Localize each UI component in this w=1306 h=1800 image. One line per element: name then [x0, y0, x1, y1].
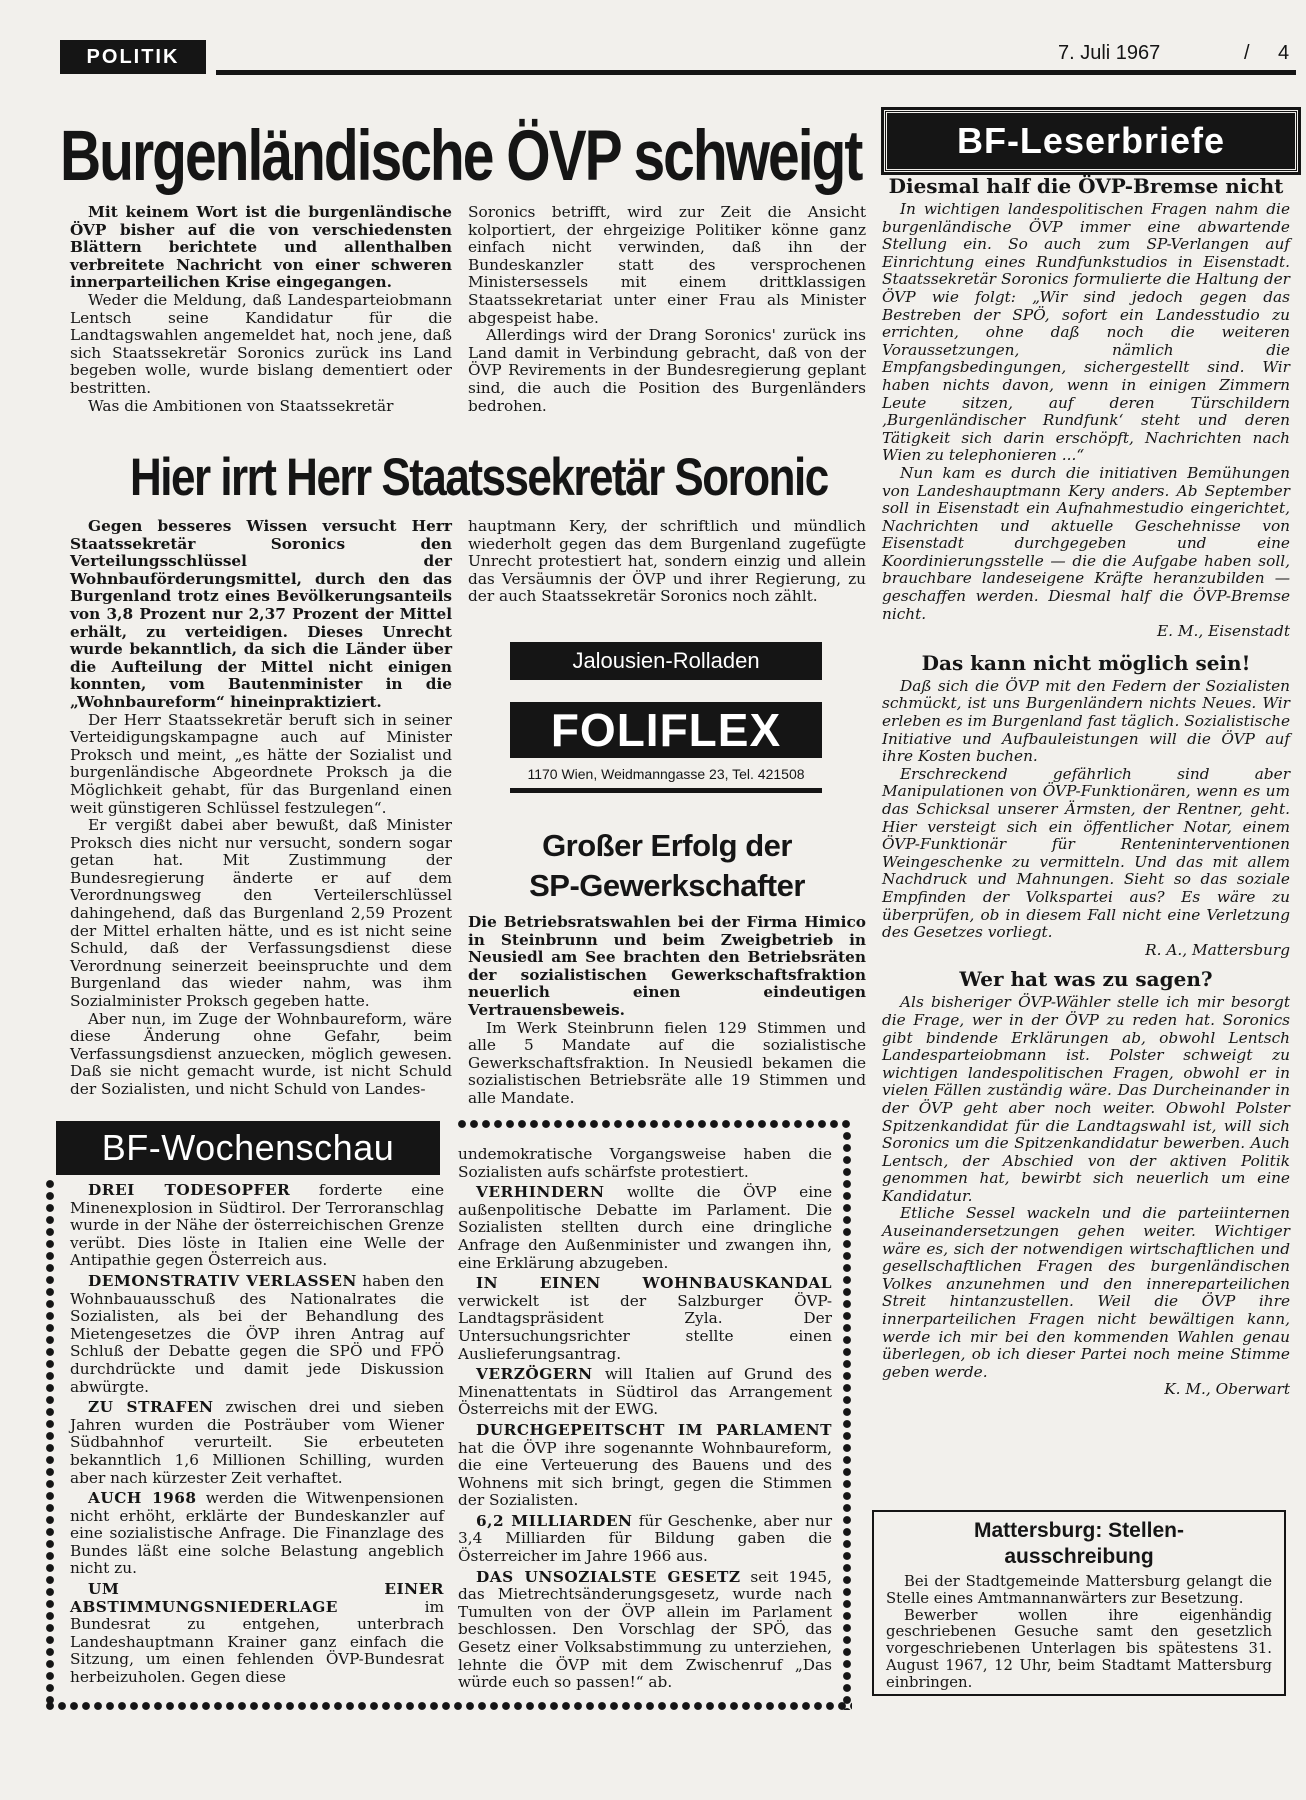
header-rule: [216, 70, 1296, 75]
letter-3-paragraph-1: Als bisheriger ÖVP-Wähler stelle ich mir besorgt die Frage, wer in der ÖVP zu reden hat. Soronics gibt bindende Erklärungen ab, obwohl Lentsch Landesparteiobmann ist. Polster schweigt zu wichtigen landespolitischen Fragen, obwohl er in vielen Fällen zuständig wäre. Das Durcheinander in der ÖVP geht aber noch weiter. Obwohl Polster Spitzenkandidat für die Landtagswahl ist, will sich Soronics um die Spitzenkandidatur bewerben. Auch Lentsch, der Abschied von der aktiven Politik genommen hat, bewirbt sich neuerlich um eine Kandidatur.: [882, 993, 1290, 1205]
letter-3-signature: K. M., Oberwart: [1164, 1380, 1290, 1399]
wochen-item: IN EINEN WOHNBAUSKANDAL verwickelt ist der Salzburger ÖVP-Landtagspräsident Zyla. Der Untersuchungsrichter stellte einen Auslieferungsantrag.: [458, 1274, 832, 1363]
letter-2-signature: R. A., Mattersburg: [1145, 940, 1290, 959]
main-paragraph-3: Allerdings wird der Drang Soronics' zurück ins Land damit in Verbindung gebracht, daß von der ÖVP Revirements in der Bundesregierung geplant sind, die auch die Position des Burgenländers bedrohen.: [468, 326, 866, 415]
sp-lead: Die Betriebsratswahlen bei der Firma Himico in Steinbrunn und beim Zweigbetrieb in Neusiedl am See brachten den Betriebsräten der sozialistischen Gewerkschaftsfraktion neuerlich einen eindeutigen Vertrauensbeweis.: [468, 913, 866, 1019]
letter-3-paragraph-2: Etliche Sessel wackeln und die parteiinternen Auseinandersetzungen gehen weiter. Wichtiger wäre es, sich der notwendigen wirtschaftlichen und gesellschaftlichen Fragen des burgenländischen Volkes anzunehmen und den innereparteilichen Streit hintanzustellen. Weil die ÖVP ihre innerparteilichen Fragen nicht bewältigen kann, werde ich mir bei den kommenden Wahlen genau überlegen, ob ich dieser Partei noch meine Stimme geben werde.: [882, 1204, 1290, 1381]
wochen-item: AUCH 1968 werden die Witwenpensionen nicht erhöht, erklärte der Bundeskanzler auf eine sozialistische Anfrage. Die Finanzlage des Bundes läßt eine solche Belastung angeblich nicht zu.: [70, 1489, 444, 1578]
soronic-paragraph-2: Er vergißt dabei aber bewußt, daß Minister Proksch dies nicht nur versucht, sondern sogar getan hat. Mit Zustimmung der Bundesregierung änderte er auf dem Verordnungsweg den Verteilerschlüssel dahingehend, daß das Burgenland 2,59 Prozent der Mittel erhalten hätte, und es ist nicht seine Schuld, daß der Verfassungsdienst diese Verordnung seinerzeit beeinspruchte und dem Burgenland das wieder nahm, was ihm Sozialminister Proksch gegeben hatte.: [70, 816, 452, 1011]
ad-bottom-rule: [510, 788, 822, 793]
sp-headline: [468, 826, 866, 906]
letter-2-body: [882, 678, 1290, 960]
wochen-item: DURCHGEPEITSCHT IM PARLAMENT hat die ÖVP ihre sogenannte Wohnbaureform, die eine Verteuerung des Bauens und des Wohnens mit sich bringt, gegen die Stimmen der Sozialisten.: [458, 1420, 832, 1510]
wochenschau-col2: [458, 1146, 832, 1695]
issue-date: 7. Juli 1967: [1058, 42, 1161, 64]
main-paragraph-2-cont: Soronics betrifft, wird zur Zeit die Ansicht kolportiert, der ehrgeizige Politiker könne ganz einfach nicht verwinden, daß ihn der Bundeskanzler statt des versprochenen Ministersessels mit einem drittklassigen Staatssekretariat unter einer Frau als Minister abgespeist habe.: [468, 203, 866, 327]
wochenschau-dot-border-top: [456, 1118, 852, 1130]
wochenschau-col1: [70, 1182, 444, 1690]
wochenschau-dot-border-left: [44, 1178, 56, 1708]
wochenschau-title-box: [56, 1121, 440, 1175]
soronic-col2: [468, 518, 866, 606]
sp-article: [468, 914, 866, 1108]
letter-1-paragraph-1: In wichtigen landespolitischen Fragen nahm die burgenländische ÖVP immer eine abwartende Stellung ein. So auch zum SP-Verlangen auf Einrichtung eines Rundfunkstudios in Eisenstadt. Staatssekretär Soronics formulierte die Haltung der ÖVP wie folgt: „Wir sind jedoch gegen das Bestreben der SPÖ, sofort ein Landesstudio zu errichten, ohne daß noch die weiteren Voraussetzungen, nämlich die Empfangsbedingungen, sichergestellt sind. Wir haben nichts davon, wenn in einigen Zimmern Leute sitzen, auf deren Türschildern ‚Burgenländischer Rundfunk‘ steht und deren Tätigkeit sich darin erschöpft, Nachrichten nach Wien zu telephonieren ...“: [882, 200, 1290, 465]
letter-2-paragraph-2: Erschreckend gefährlich sind aber Manipulationen von ÖVP-Funktionären, wenn es um das Schicksal unserer Ärmsten, der Rentner, geht. Hier versteigt sich ein öffentlicher Notar, einem ÖVP-Funktionär für Renteninterventionen Weingeschenke zu vermitteln. Und das mit allem Nachdruck und Mahnungen. Sieht so das soziale Empfinden der Volkspartei aus? Es wäre zu überprüfen, ob in diesem Fall nicht eine Verletzung des Gesetzes vorliegt.: [882, 764, 1290, 942]
sp-paragraph-1: Im Werk Steinbrunn fielen 129 Stimmen und alle 5 Mandate auf die sozialistische Gewerkschaftsfraktion. In Neusiedl bekamen die sozialistischen Betriebsräte alle 19 Stimmen und alle Mandate.: [468, 1018, 866, 1107]
soronic-col1: [70, 518, 452, 1099]
main-article-col2: [468, 204, 866, 415]
letter-1-heading: Diesmal half die ÖVP-Bremse nicht: [888, 174, 1284, 198]
ad-address: 1170 Wien, Weidmanngasse 23, Tel. 421508: [527, 766, 805, 782]
wochenschau-dot-border-bottom: [44, 1700, 852, 1712]
soronic-paragraph-1: Der Herr Staatssekretär beruft sich in seiner Verteidigungskampagne auch auf Minister Proksch und meint, „es hätte der Sozialist und burgenländische Abgeordnete Proksch ja die Möglichkeit gehabt, für das Burgenland einen weit günstigeren Schlüssel festzulegen“.: [70, 710, 452, 817]
wochen-item: 6,2 MILLIARDEN für Geschenke, aber nur 3,4 Milliarden für Bildung gaben die Österreicher im Jahre 1966 aus.: [458, 1511, 833, 1566]
wochen-item: ZU STRAFEN zwischen drei und sieben Jahren wurden die Posträuber vom Wiener Südbahnhof verurteilt. Sie erbeuteten bekanntlich 1,6 Millionen Schilling, wurden aber nach kürzester Zeit verhaftet.: [70, 1398, 444, 1487]
letter-1-body: [882, 201, 1290, 641]
main-headline: Burgenländische ÖVP schweigt: [60, 116, 862, 196]
leserbriefe-title-box: [884, 110, 1298, 172]
ad-brand-box: [510, 702, 822, 758]
wochen-item: DREI TODESOPFER forderte eine Minenexplosion in Südtirol. Der Terroranschlag wurde in der Nähe der österreichischen Grenze verübt. Dies löste in Italien eine Welle der Antipathie gegen Österreich aus.: [70, 1181, 444, 1270]
soronic-headline: Hier irrt Herr Staatssekretär Soronic: [130, 448, 828, 508]
soronic-paragraph-3: Aber nun, im Zuge der Wohnbaureform, wäre diese Änderung ohne Gefahr, beim Verfassungsdienst anzuecken, möglich gewesen. Daß sie nicht gemacht wurde, ist nicht Schuld der Sozialisten, und nicht Schuld von Landes-: [70, 1009, 452, 1098]
letter-2-paragraph-1: Daß sich die ÖVP mit den Federn der Sozialisten schmückt, ist uns Burgenländern nichts Neues. Wir erleben es im Burgenland fast täglich. Sozialistische Initiative und Aufbauleistungen will die ÖVP auf ihre Kosten buchen.: [882, 676, 1290, 766]
wochen-continuation: undemokratische Vorgangsweise haben die Sozialisten aufs schärfste protestiert.: [458, 1145, 832, 1181]
leserbriefe-title: BF-Leserbriefe: [956, 120, 1226, 161]
wochen-item: DEMONSTRATIV VERLASSEN haben den Wohnbauausschuß des Nationalrates die Sozialisten, als bei der Behandlung des Mietengesetzes die ÖVP ihren Antrag auf Schluß der Debatte gegen die SPÖ und FPÖ durchdrückte und damit jede Diskussion abwürgte.: [70, 1271, 444, 1396]
ad-top-banner: Jalousien-Rolladen: [510, 642, 822, 680]
wochen-item: UM EINER ABSTIMMUNGSNIEDERLAGE im Bundesrat zu entgehen, unterbrach Landeshauptmann Krainer ganz einfach die Sitzung, um einen fehlenden ÖVP-Bundesrat herbeizuholen. Gegen diese: [70, 1580, 444, 1687]
job-notice-box: [872, 1510, 1286, 1696]
main-lead: Mit keinem Wort ist die burgenländische ÖVP bisher auf die von verschiedensten Blättern berichtete und allenthalben verbreitete Nachricht von einer schweren innerparteilichen Krise eingegangen.: [70, 203, 452, 292]
wochenschau-title: BF-Wochenschau: [101, 1127, 395, 1168]
date-separator: /: [1244, 42, 1250, 64]
page-number: 4: [1278, 42, 1290, 64]
wochenschau-dot-border-right: [841, 1130, 853, 1710]
soronic-paragraph-4: hauptmann Kery, der schriftlich und mündlich wiederholt gegen das dem Burgenland zugefügte Unrecht protestiert hat, sondern einzig und allein das Versäumnis der ÖVP und ihrer Regierung, zu der auch Staatssekretär Soronics noch zählt.: [468, 517, 866, 606]
job-notice-body: [886, 1574, 1272, 1692]
wochen-item: DAS UNSOZIALSTE GESETZ seit 1945, das Mietrechtsänderungsgesetz, wurde nach Tumulten von der ÖVP allein im Parlament beschlossen. Den Vorschlag der SPÖ, das Gesetz einer Volksabstimmung zu unterziehen, lehnte die ÖVP mit dem Zwischenruf „Das würde euch so passen!“ ab.: [458, 1567, 832, 1692]
job-notice-paragraph-2: Bewerber wollen ihre eigenhändig geschriebenen Gesuche samt den gesetzlich vorgeschriebenen Unterlagen bis spätestens 31. August 1967, 12 Uhr, beim Stadtamt Mattersburg einbringen.: [886, 1606, 1272, 1691]
sp-headline-line2: SP-Gewerkschafter: [529, 868, 805, 903]
letter-3-body: [882, 994, 1290, 1399]
soronic-lead: Gegen besseres Wissen versucht Herr Staatssekretär Soronics den Verteilungsschlüssel der Wohnbauförderungsmittel, durch den das Burgenland trotz eines Bevölkerungsanteils von 3,8 Prozent nur 2,37 Prozent der Mittel erhält, zu verteidigen. Dieses Unrecht wurde bekanntlich, da sich die Länder über die Aufteilung der Mittel nicht einigen konnten, vom Bautenminister in die „Wohnbaureform“ hineinpraktiziert.: [70, 517, 452, 711]
letter-2-heading: Das kann nicht möglich sein!: [921, 650, 1251, 675]
ad-brand: FOLIFLEX: [550, 704, 782, 756]
section-label: POLITIK: [60, 40, 206, 74]
job-notice-paragraph-1: Bei der Stadtgemeinde Mattersburg gelangt die Stelle eines Amtmannanwärters zur Besetzung.: [886, 1573, 1272, 1607]
letters-column: [882, 174, 1290, 1399]
sp-headline-line1: Großer Erfolg der: [542, 828, 792, 863]
letter-1-signature: E. M., Eisenstadt: [1156, 622, 1290, 641]
main-article-col1: [70, 204, 452, 415]
letter-3-heading: Wer hat was zu sagen?: [959, 967, 1213, 992]
main-paragraph-1: Weder die Meldung, daß Landesparteiobmann Lentsch seine Kandidatur für die Landtagswahlen angemeldet hat, noch jene, daß sich Staatssekretär Soronics zurück ins Land begeben wolle, wurde bislang dementiert oder bestritten.: [70, 290, 452, 397]
wochen-item: VERHINDERN wollte die ÖVP eine außenpolitische Debatte im Parlament. Die Sozialisten stellten durch eine dringliche Anfrage den Außenminister und zwangen ihn, eine Erklärung abzugeben.: [458, 1183, 832, 1272]
job-notice-title-line1: Mattersburg: Stellen-: [973, 1519, 1185, 1542]
job-notice-title: [886, 1518, 1272, 1570]
job-notice-title-line2: ausschreibung: [1004, 1545, 1154, 1568]
wochen-item: VERZÖGERN will Italien auf Grund des Minenattentats in Südtirol das Arrangement Österreichs mit der EWG.: [458, 1365, 832, 1419]
foliflex-ad: [510, 642, 822, 810]
main-paragraph-2: Was die Ambitionen von Staatssekretär: [88, 396, 394, 415]
letter-1-paragraph-2: Nun kam es durch die initiativen Bemühungen von Landeshauptmann Kery anders. Ab September soll in Eisenstadt ein Aufnahmestudio eingerichtet, Nachrichten und aktuelle Geschehnisse von Eisenstadt durchgegeben und eine Koordinierungsstelle — die die Aufgabe haben soll, brauchbare landeseigene Kräfte heranzubilden — geschaffen werden. Diesmal half die ÖVP-Bremse nicht.: [882, 463, 1290, 623]
